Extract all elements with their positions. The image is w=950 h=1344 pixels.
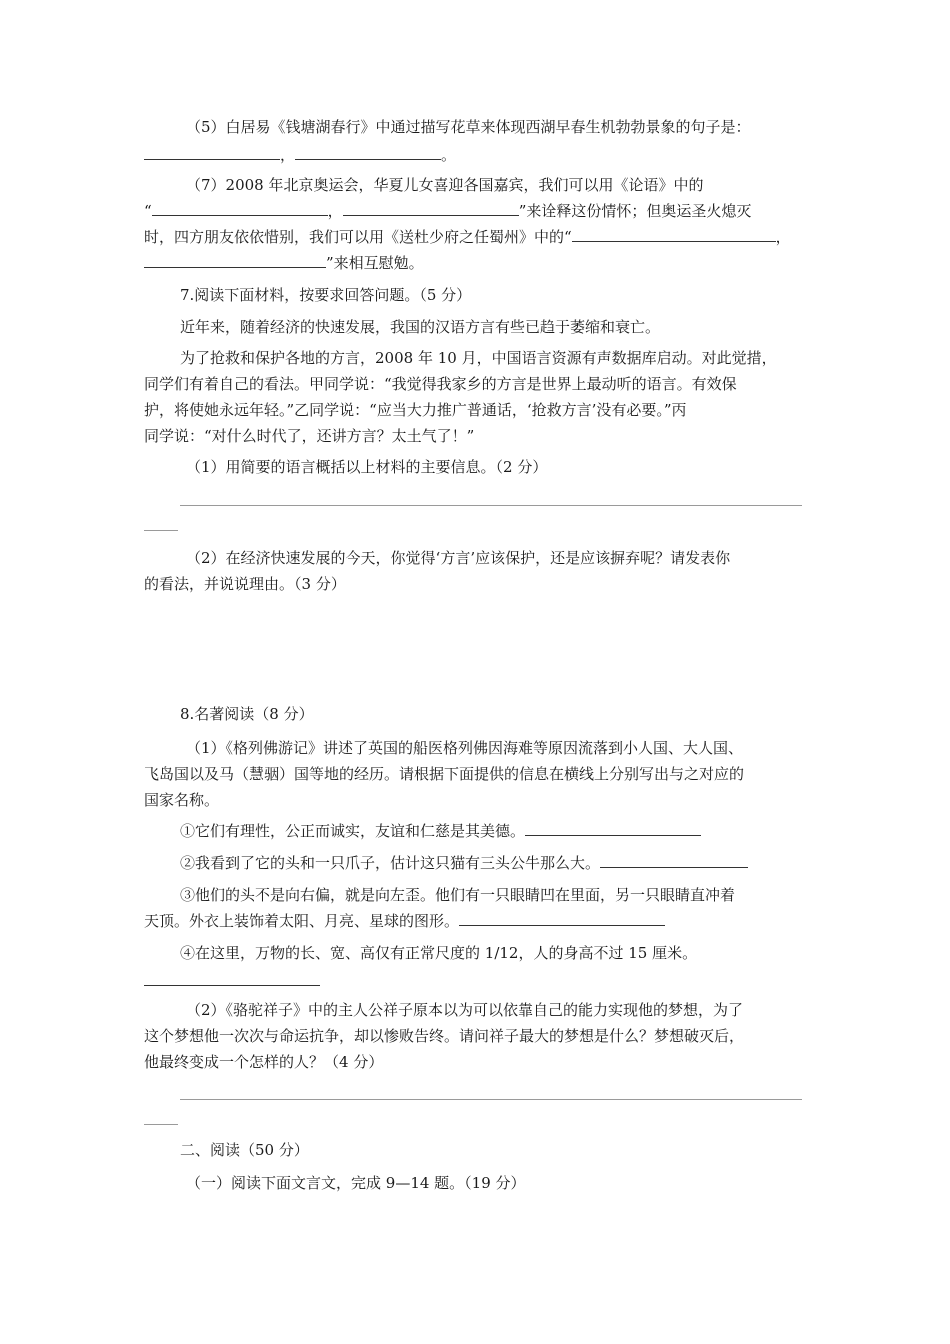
q7-sub2-line1: （2）在经济快速发展的今天，你觉得‘方言’应该保护，还是应该摒弃呢？请发表你 xyxy=(186,549,731,567)
q8-sub1-line1: （1）《格列佛游记》讲述了英国的船医格列佛因海难等原因流落到小人国、大人国、 xyxy=(186,739,744,757)
comma: ， xyxy=(327,202,343,220)
q7-answer-line-tail[interactable] xyxy=(144,530,178,531)
line-tail: ”来相互慰勉。 xyxy=(326,254,424,272)
answer-blank[interactable] xyxy=(144,253,326,268)
answer-blank[interactable] xyxy=(152,201,328,216)
q7-title: 7.阅读下面材料，按要求回答问题。（5 分） xyxy=(180,286,472,304)
comma: ， xyxy=(775,228,791,246)
q8-answer-line[interactable] xyxy=(180,1099,802,1100)
q8-answer-line-tail[interactable] xyxy=(144,1124,178,1125)
q6-item5-line2 xyxy=(144,145,456,165)
item-text: ②我看到了它的头和一只爪子，估计这只猫有三头公牛那么大。 xyxy=(180,854,601,872)
answer-blank[interactable] xyxy=(600,853,748,868)
answer-blank[interactable] xyxy=(144,145,280,160)
q8-item2 xyxy=(180,853,748,873)
q8-item3-line2 xyxy=(144,911,665,931)
section2-part1: （一）阅读下面文言文，完成 9—14 题。（19 分） xyxy=(186,1174,526,1192)
q6-item7-line1: （7）2008 年北京奥运会，华夏儿女喜迎各国嘉宾，我们可以用《论语》中的 xyxy=(186,176,704,194)
q7-para2-line2: 同学们有着自己的看法。甲同学说：“我觉得我家乡的方言是世界上最动听的语言。有效保 xyxy=(144,375,737,393)
q8-sub1-line2: 飞岛国以及马（慧骃）国等地的经历。请根据下面提供的信息在横线上分别写出与之对应的 xyxy=(144,765,745,783)
q6-item5-line1: （5）白居易《钱塘湖春行》中通过描写花草来体现西湖早春生机勃勃景象的句子是： xyxy=(186,118,751,136)
q8-item1 xyxy=(180,821,701,841)
q7-answer-line[interactable] xyxy=(180,505,802,506)
q8-sub2-line2: 这个梦想他一次次与命运抗争，却以惨败告终。请问祥子最大的梦想是什么？梦想破灭后， xyxy=(144,1027,745,1045)
answer-blank[interactable] xyxy=(295,145,441,160)
q7-para1: 近年来，随着经济的快速发展，我国的汉语方言有些已趋于萎缩和衰亡。 xyxy=(180,318,661,336)
q8-sub1-line3: 国家名称。 xyxy=(144,791,220,809)
answer-blank[interactable] xyxy=(525,821,701,836)
q8-sub2-line1: （2）《骆驼祥子》中的主人公祥子原本以为可以依靠自己的能力实现他的梦想，为了 xyxy=(186,1001,744,1019)
q7-sub1: （1）用简要的语言概括以上材料的主要信息。（2 分） xyxy=(186,458,548,476)
line-text: 时，四方朋友依依惜别，我们可以用《送杜少府之任蜀州》中的“ xyxy=(144,228,572,246)
q8-sub2-line3: 他最终变成一个怎样的人？（4 分） xyxy=(144,1053,384,1071)
answer-blank[interactable] xyxy=(343,201,519,216)
answer-blank[interactable] xyxy=(459,911,665,926)
period: 。 xyxy=(441,146,457,164)
item-text: ①它们有理性，公正而诚实，友谊和仁慈是其美德。 xyxy=(180,822,526,840)
q8-title: 8.名著阅读（8 分） xyxy=(180,705,314,723)
line-tail: ”来诠释这份情怀；但奥运圣火熄灭 xyxy=(518,202,752,220)
quote-open: “ xyxy=(144,202,152,220)
q7-para2-line1: 为了抢救和保护各地的方言，2008 年 10 月，中国语言资源有声数据库启动。对此觉措， xyxy=(180,349,777,367)
q6-item7-line4 xyxy=(144,253,424,273)
q7-sub2-line2: 的看法，并说说理由。（3 分） xyxy=(144,575,346,593)
q8-item3-line1: ③他们的头不是向右偏，就是向左歪。他们有一只眼睛凹在里面，另一只眼睛直冲着 xyxy=(180,886,736,904)
item-text: 天顶。外衣上装饰着太阳、月亮、星球的图形。 xyxy=(144,912,460,930)
q6-item7-line3 xyxy=(144,227,791,247)
comma: ， xyxy=(280,146,296,164)
section2-title: 二、阅读（50 分） xyxy=(180,1141,309,1159)
q7-para2-line3: 护，将使她永远年轻。”乙同学说：“应当大力推广普通话，‘抢救方言’没有必要。”丙 xyxy=(144,401,687,419)
q8-item4-answer-blank[interactable] xyxy=(144,985,320,986)
q7-para2-line4: 同学说：“对什么时代了，还讲方言？太土气了！” xyxy=(144,427,475,445)
answer-blank[interactable] xyxy=(572,227,776,242)
q8-item4: ④在这里，万物的长、宽、高仅有正常尺度的 1/12，人的身高不过 15 厘米。 xyxy=(180,944,698,962)
q6-item7-line2 xyxy=(144,201,751,221)
